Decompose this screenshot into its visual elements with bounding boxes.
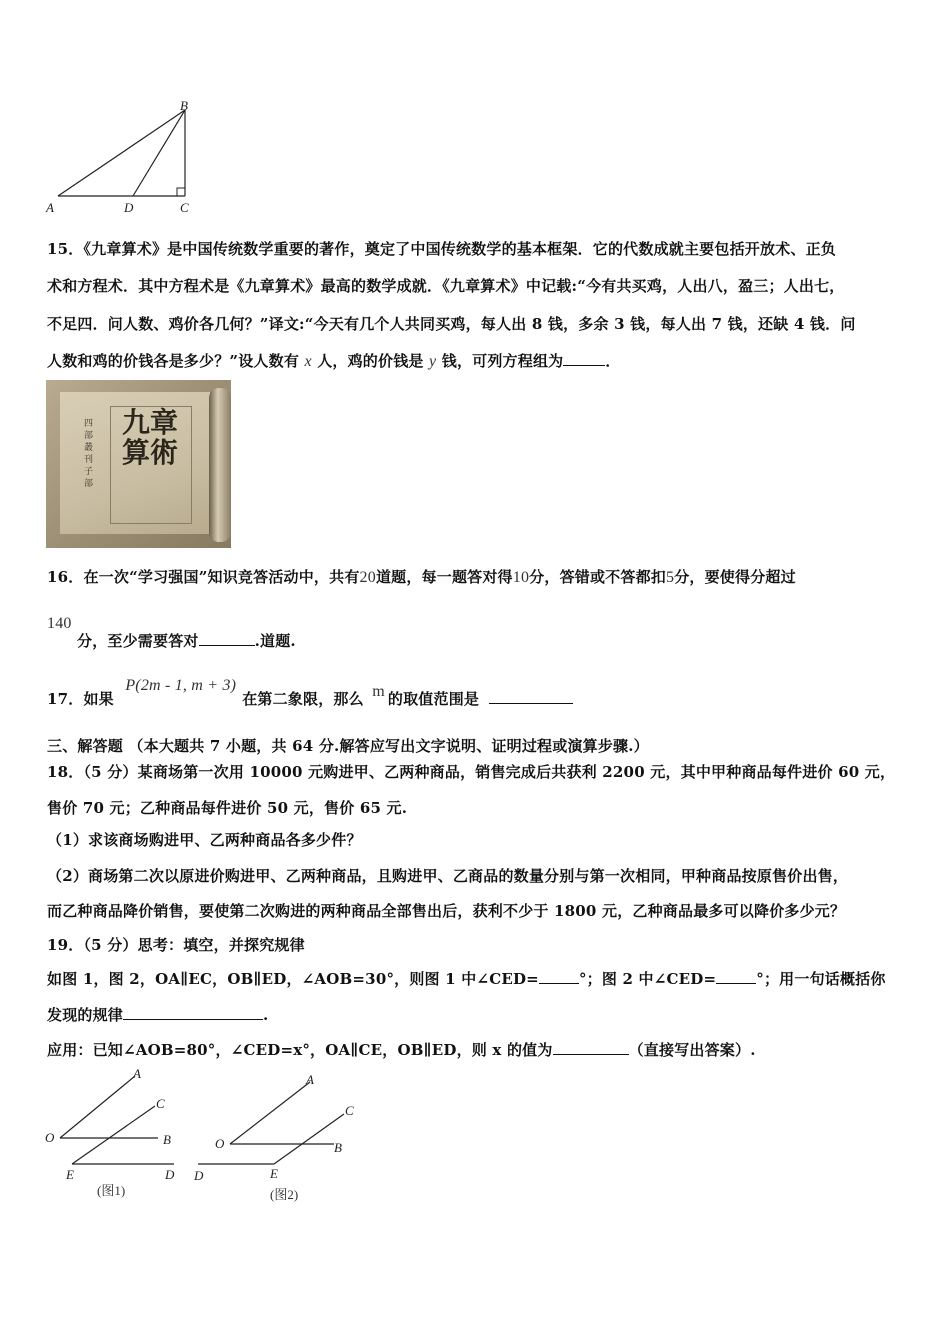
fig2-label-o: O xyxy=(215,1136,225,1151)
q17-line: 17．如果 P(2m - 1, m + 3)在第二象限，那么 m 的取值范围是 xyxy=(47,688,573,709)
triangle-figure xyxy=(40,98,200,218)
q19-blank-rule[interactable] xyxy=(123,1005,263,1020)
fig2-label-e: E xyxy=(270,1166,278,1181)
label-c: C xyxy=(180,200,189,215)
fig2-label-c: C xyxy=(345,1103,354,1118)
q18-line-1: 18．（5 分）某商场第一次用 10000 元购进甲、乙两种商品，销售完成后共获利 2200 元，其中甲种商品每件进价 60 元， xyxy=(47,763,896,781)
q16-answer-blank[interactable] xyxy=(199,631,255,646)
fig1-label-b: B xyxy=(163,1132,171,1147)
fig2-label-a: A xyxy=(306,1072,314,1087)
q17-answer-blank[interactable] xyxy=(489,689,573,704)
fig1-label-a: A xyxy=(133,1066,141,1081)
label-d: D xyxy=(124,200,134,215)
fig2-caption: (图2) xyxy=(270,1187,299,1202)
fig1-label-c: C xyxy=(156,1096,165,1111)
q19-line-1: 如图 1，图 2，OA∥EC，OB∥ED，∠AOB=30°，则图 1 中∠CED= °；图 2 中∠CED= °；用一句话概括你 xyxy=(47,970,886,988)
section-3-heading: 三、解答题 （本大题共 7 小题，共 64 分.解答应写出文字说明、证明过程或演算步骤.） xyxy=(47,737,649,755)
fig1-label-o: O xyxy=(45,1130,55,1145)
q16-number: 140 xyxy=(47,615,72,632)
q18-line-4: （2）商场第二次以原进价购进甲、乙两种商品，且购进甲、乙商品的数量分别与第一次相同，甲种商品按原售价出售， xyxy=(47,867,849,885)
figure-2 xyxy=(186,1066,366,1211)
fig2-label-b: B xyxy=(334,1140,342,1155)
q19-blank-fig2[interactable] xyxy=(716,969,756,984)
q15-line-1: 15．《九章算术》是中国传统数学重要的著作，奠定了中国传统数学的基本框架．它的代数成就主要包括开放术、正负 xyxy=(47,240,836,258)
label-b: B xyxy=(180,98,188,113)
q19-line-3: 应用：已知∠AOB=80°，∠CED=x°，OA∥CE，OB∥ED，则 x 的值为 （直接写出答案）. xyxy=(47,1041,756,1059)
q18-line-2: 售价 70 元；乙种商品每件进价 50 元，售价 65 元. xyxy=(47,799,408,817)
q15-answer-blank[interactable] xyxy=(563,351,605,366)
q19-blank-fig1[interactable] xyxy=(539,969,579,984)
q16-line-1: 16．在一次“学习强国”知识竞答活动中，共有20道题，每一题答对得10分，答错或不答都扣5分，要使得分超过 xyxy=(47,568,796,586)
q18-line-3: （1）求该商场购进甲、乙两种商品各多少件？ xyxy=(47,831,362,849)
q15-line-2: 术和方程术．其中方程术是《九章算术》最高的数学成就．《九章算术》中记载:“今有共买鸡，人出八，盈三；人出七， xyxy=(47,277,845,295)
q16-line-2: 分，至少需要答对 .道题. xyxy=(77,632,296,650)
figure-1 xyxy=(40,1066,190,1206)
fig1-caption: (图1) xyxy=(97,1183,126,1198)
label-a: A xyxy=(46,200,54,215)
fig2-label-d: D xyxy=(194,1168,204,1183)
fig1-label-d: D xyxy=(165,1167,175,1182)
q18-line-5: 而乙种商品降价销售，要使第二次购进的两种商品全部售出后，获利不少于 1800 元，乙种商品最多可以降价多少元？ xyxy=(47,902,846,920)
fig1-label-e: E xyxy=(66,1167,74,1182)
q15-line-4: 人数和鸡的价钱各是多少？”设人数有 x 人，鸡的价钱是 y 钱，可列方程组为 ． xyxy=(47,352,621,370)
q15-line-3: 不足四．问人数、鸡价各几何？”译文:“今天有几个人共同买鸡，每人出 8 钱，多余 3 钱，每人出 7 钱，还缺 4 钱．问 xyxy=(47,315,856,333)
q19-blank-x[interactable] xyxy=(553,1040,629,1055)
q19-line-2: 发现的规律 . xyxy=(47,1006,269,1024)
book-photo: 四部叢刊子部 九章算術 xyxy=(46,380,231,548)
q19-title: 19．（5 分）思考：填空，并探究规律 xyxy=(47,936,305,954)
